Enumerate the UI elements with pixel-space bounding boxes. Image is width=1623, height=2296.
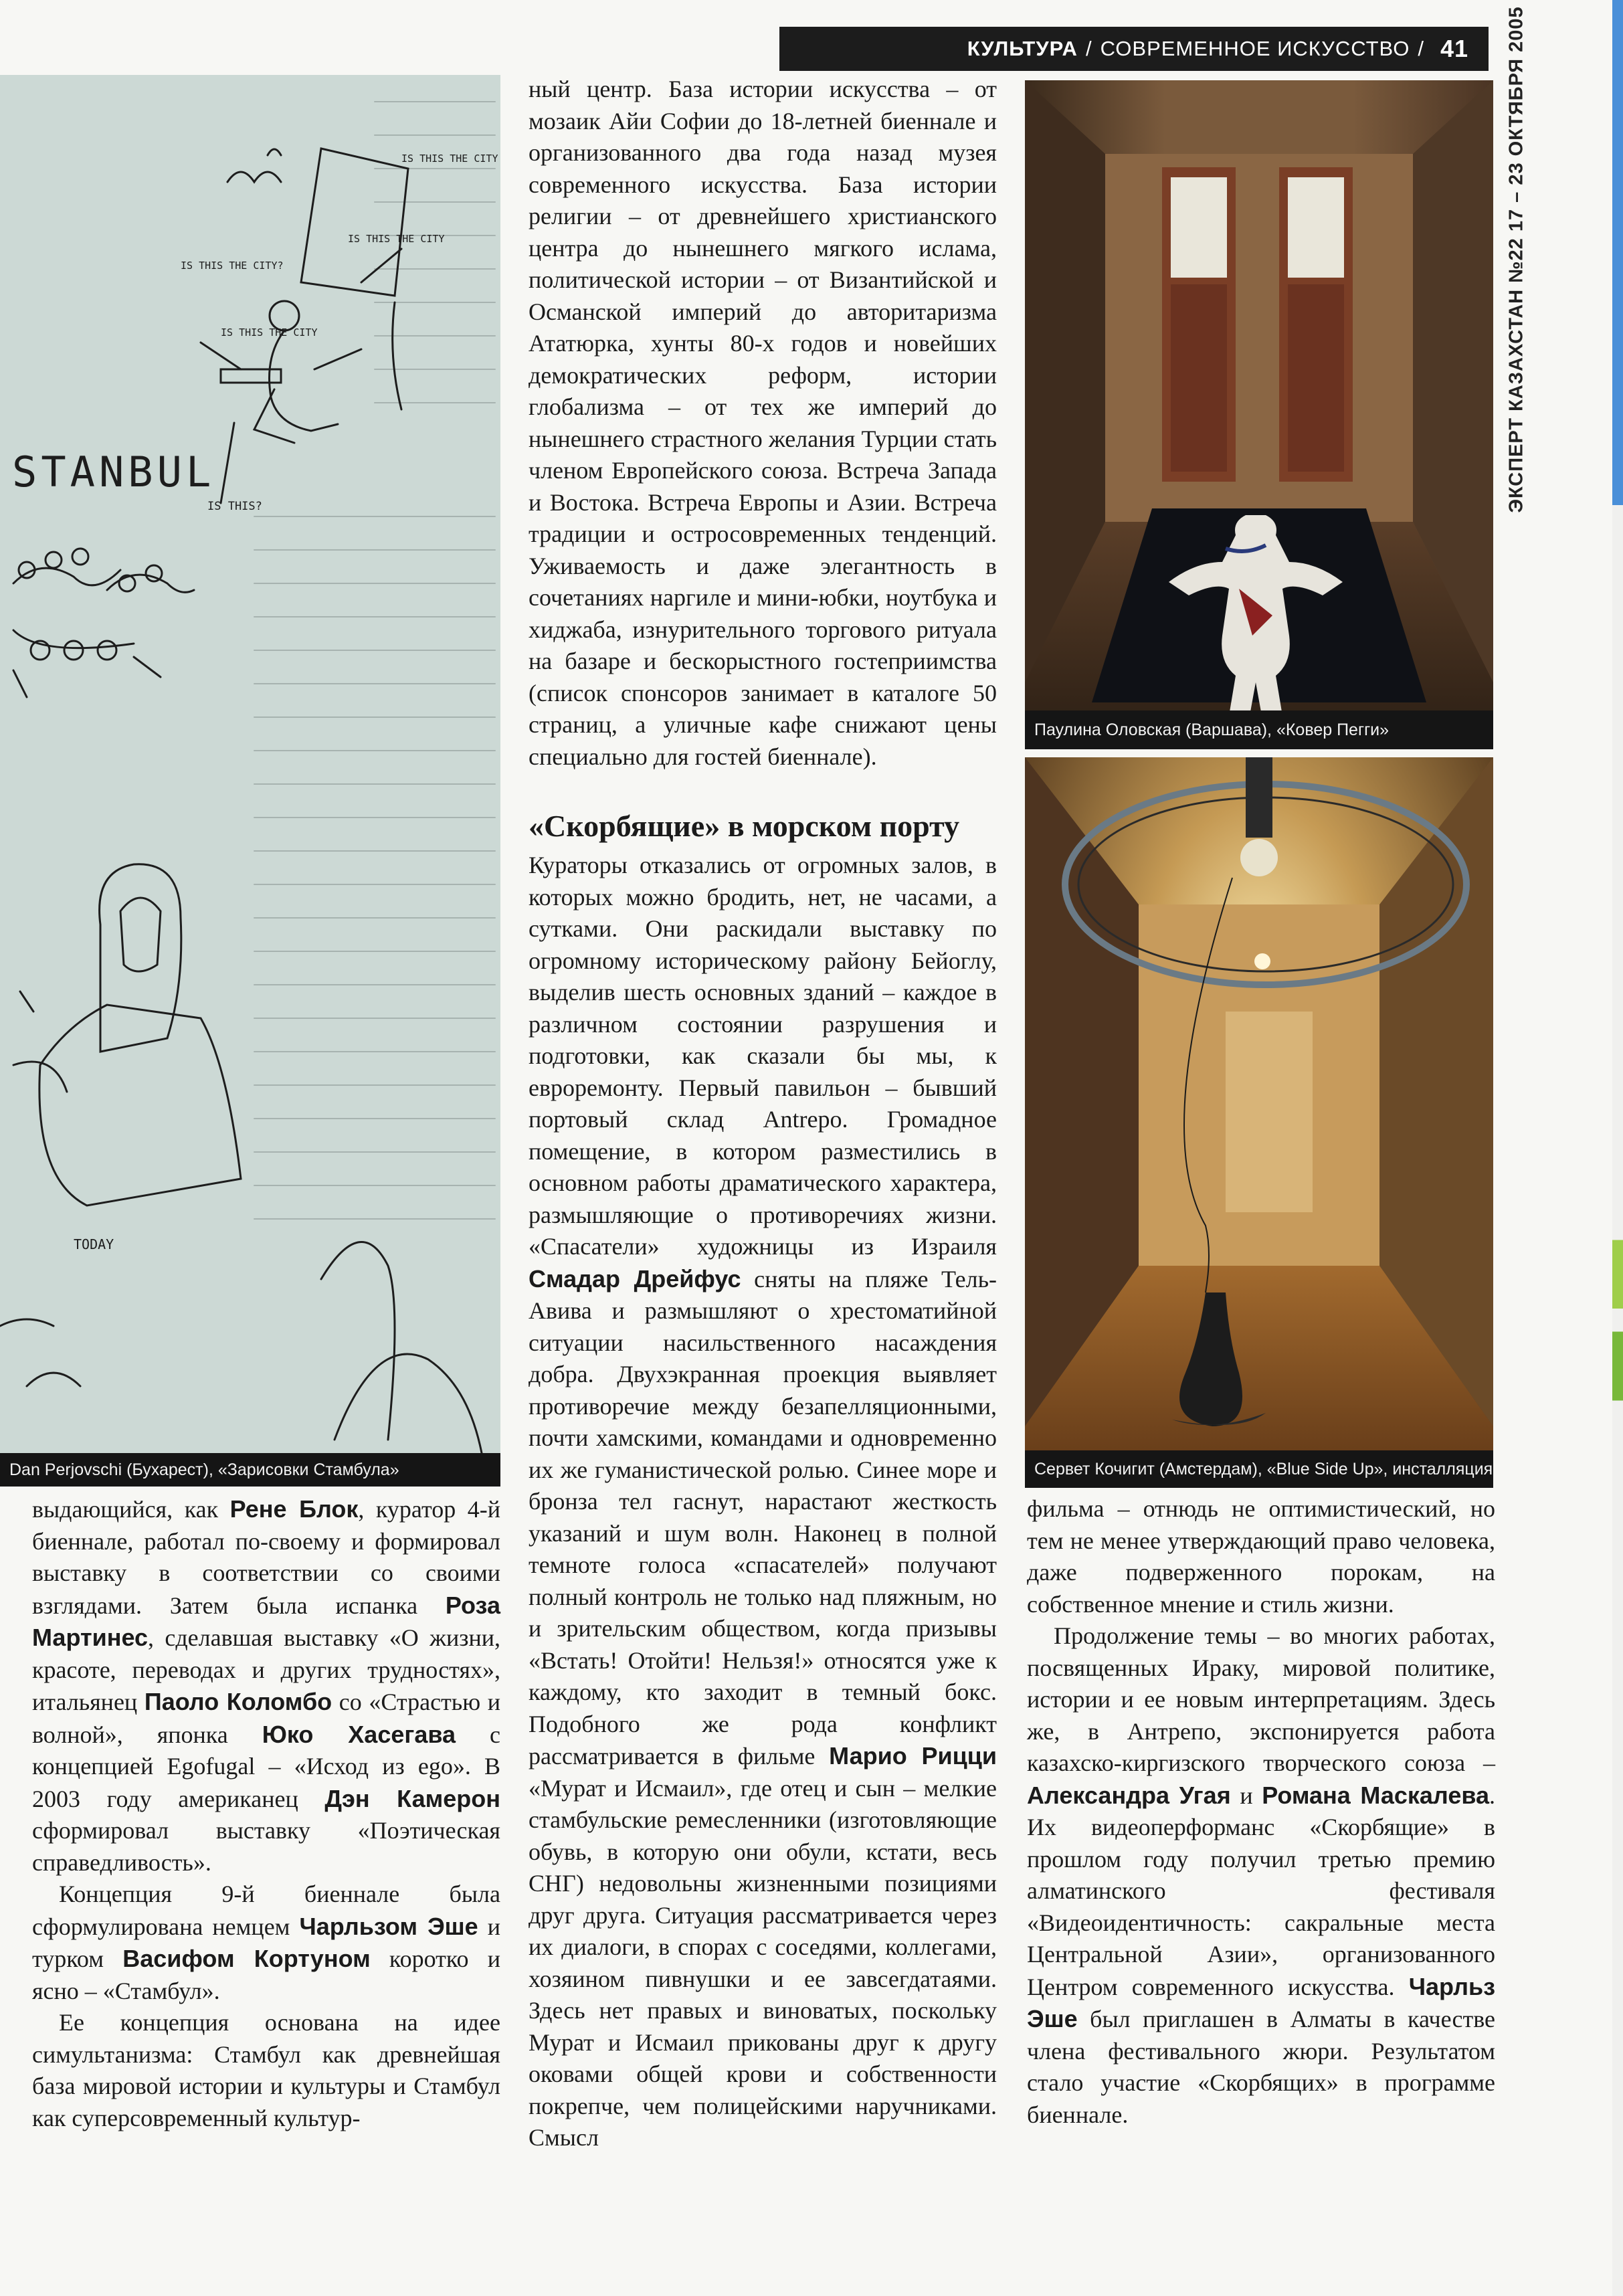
sketch-word-4: IS THIS THE CITY — [221, 326, 318, 339]
header-separator: / — [1085, 37, 1092, 60]
photo-carpet-image — [1025, 80, 1493, 749]
sketch-word-1: IS THIS THE CITY — [401, 153, 498, 165]
person-name: Рене Блок — [229, 1495, 359, 1523]
article-paragraph — [1027, 1620, 1495, 2131]
text-run: с концепцией Egofugal – «Исход из ego». В 2003 году американец — [32, 1721, 500, 1812]
article-paragraph: фильма – отнюдь не оптимистический, но тем не менее утверждающий право человека, даже подверженного порокам, на собственное мнение и стиль жизни. — [1027, 1495, 1495, 1618]
section-subheading: «Скорбящие» в морском порту — [529, 809, 960, 843]
person-name: Александра Угая — [1027, 1781, 1231, 1809]
text-run: и — [1230, 1782, 1262, 1809]
sketch-word-2: IS THIS THE CITY? — [181, 260, 284, 272]
issue-side-label-text: ЭКСПЕРТ КАЗАХСТАН №22 17 – 23 ОКТЯБРЯ 2005 — [1505, 6, 1527, 513]
person-name: Романа Маскалева — [1262, 1781, 1490, 1809]
text-run: и турком — [32, 1913, 500, 1972]
sketch-word-3: IS THIS THE CITY — [348, 233, 445, 245]
text-run: коротко и ясно – «Стамбул». — [32, 1945, 500, 2004]
article-paragraph: ный центр. База истории искусства – от мозаик Айи Софии до 18-летней биеннале и организованного два года назад музея современного искусства. База истории религии – от древнейшего христианского центра до нынешнего мягкого ислама, политической истории – от Византийской и Османской империй до авторитаризма Ататюрка, хунты 80-х годов и новейших демократических реформ, истории глобализма – от тех же империй до нынешнего страстного желания Турции стать членом Европейского союза. Встреча Запада и Востока. Встреча Европы и Азии. Встреча традиции и остросовременных тенденций. Уживаемость и даже элегантность в сочетаниях наргиле и мини-юбки, ноутбука и хиджаба, изнурительного торгового ритуала на базаре и бескорыстного гостеприимства (список спонсоров занимает в каталоге 50 страниц, а уличные кафе снижают цены специально для гостей биеннале). — [529, 76, 997, 770]
photo-carpet-caption: Паулина Оловская (Варшава), «Ковер Пегги» — [1025, 710, 1493, 749]
photo-blue-side-up-installation — [1025, 757, 1493, 1488]
person-name: Паоло Коломбо — [144, 1688, 332, 1715]
photo-carpet-installation — [1025, 80, 1493, 749]
text-run: сняты на пляже Тель-Авива и размышляют о хрестоматийной ситуации насильственного насаждения добра. Двухэкранная проекция выявляет противоречие между безапелляционными, почти хамскими, командами и одновременно их же гуманистической ролью. Синее море и бронза тел гаснут, нарастают жесткость указаний и шум волн. Наконец в полной темноте голоса «спасателей» получают полный контроль не только над пляжным, но и зрительским обществом, когда призывы «Встать! Отойти! Нельзя!» относятся уже к каждому, кто заходит в темный бокс. Подобного же рода конфликт рассматривается в фильме — [529, 1265, 997, 1769]
article-paragraph — [529, 850, 997, 2154]
person-name: Чарльз Эше — [1027, 1972, 1495, 2032]
artist-name: Марио Рицци — [829, 1742, 997, 1769]
text-run: , сделавшая выставку «О жизни, красоте, переводах и других трудностях», итальянец — [32, 1624, 500, 1715]
text-run: Кураторы отказались от огромных залов, в которых можно бродить, нет, не часами, а сутками. Они раскидали выставку по огромному историческому району Бейоглу, выделив шесть основных зданий – каждое в различном состоянии разрушения и подготовки, как сказали бы мы, к евроремонту. Первый павильон – бывший портовый склад Antrepo. Громадное помещение, в котором разместились в основном работы драматического характера, размышляющие о противоречиях жизни. «Спасатели» художницы из Израиля — [529, 852, 997, 1260]
section-header — [779, 27, 1489, 71]
person-name: Васифом Кортуном — [122, 1945, 371, 1972]
section-name: КУЛЬТУРА — [967, 37, 1078, 60]
article-column-left — [32, 1493, 500, 2134]
article-paragraph — [32, 1879, 500, 2007]
sketch-caption: Dan Perjovschi (Бухарест), «Зарисовки Стамбула» — [0, 1453, 500, 1487]
text-run: . Их видеоперформанс «Скорбящие» в прошлом году получил третью премию алматинского фестиваля «Видеоидентичность: сакральные места Центральной Азии», организованного Центром современного искусства. — [1027, 1782, 1496, 2000]
article-column-middle-bottom — [529, 850, 997, 2154]
page-number: 41 — [1440, 35, 1468, 62]
article-column-middle-top — [529, 74, 997, 773]
person-name: Чарльзом Эше — [299, 1912, 478, 1940]
sketch-illustration — [0, 75, 500, 1453]
header-separator-2: / — [1418, 37, 1424, 60]
photo-corridor-image — [1025, 757, 1493, 1488]
photo-corridor-caption: Сервет Кочигит (Амстердам), «Blue Side Up», инсталляция — [1025, 1450, 1493, 1488]
sketch-word-5: IS THIS? — [207, 500, 262, 513]
text-run: был приглашен в Алматы в качестве члена фестивального жюри. Результатом стало участие «Скорбящих» в программе биеннале. — [1027, 2006, 1495, 2128]
text-run: со «Страстью и волной», японка — [32, 1689, 500, 1748]
person-name: Роза Мартинес — [32, 1591, 500, 1651]
text-run: сформировал выставку «Поэтическая справедливость». — [32, 1817, 500, 1876]
person-name: Дэн Камерон — [324, 1784, 500, 1812]
article-paragraph — [32, 1493, 500, 1879]
article-paragraph: Ее концепция основана на идее симультанизма: Стамбул как древнейшая база мировой истории и культуры и Стамбул как суперсовременный культур- — [32, 2009, 500, 2131]
person-name: Юко Хасегава — [262, 1720, 456, 1748]
issue-side-label — [1497, 6, 1537, 513]
text-run: «Мурат и Исмаил», где отец и сын – мелкие стамбульские ремесленники (изготовляющие обувь, в которую они обули, кстати, весь СНГ) недовольны жизненными позициями друг друга. Ситуация рассматривается через их диалоги, в спорах с соседями, коллегами, хозяином пивнушки и ее завсегдатаями. Здесь нет правых и виноватых, поскольку Мурат и Исмаил прикованы друг к другу оковами общей крови и собственности покрепче, чем полицейскими наручниками. Смысл — [529, 1774, 997, 2151]
article-column-right — [1027, 1493, 1495, 2131]
subsection-name: СОВРЕМЕННОЕ ИСКУССТВО — [1100, 37, 1410, 60]
text-run: , куратор 4-й биеннале, работал по-своему и формировал выставку в соответствии со своими взглядами. Затем была испанка — [32, 1496, 501, 1619]
sketch-word-stanbul: STANBUL — [12, 448, 215, 496]
text-run: выдающийся, как — [32, 1496, 230, 1523]
page-edge-strip — [1612, 0, 1623, 2296]
text-run: Продолжение темы – во многих работах, посвященных Ираку, мировой политике, истории и ее новым интерпретациям. Здесь же, в Антрепо, экспонируется работа казахско-киргизского творческого союза – — [1027, 1622, 1495, 1776]
sketch-drawing — [0, 75, 500, 1453]
sketch-word-today: TODAY — [74, 1236, 114, 1252]
text-run: Концепция 9-й биеннале была сформулирована немцем — [32, 1881, 500, 1940]
artist-name: Смадар Дрейфус — [529, 1264, 741, 1293]
